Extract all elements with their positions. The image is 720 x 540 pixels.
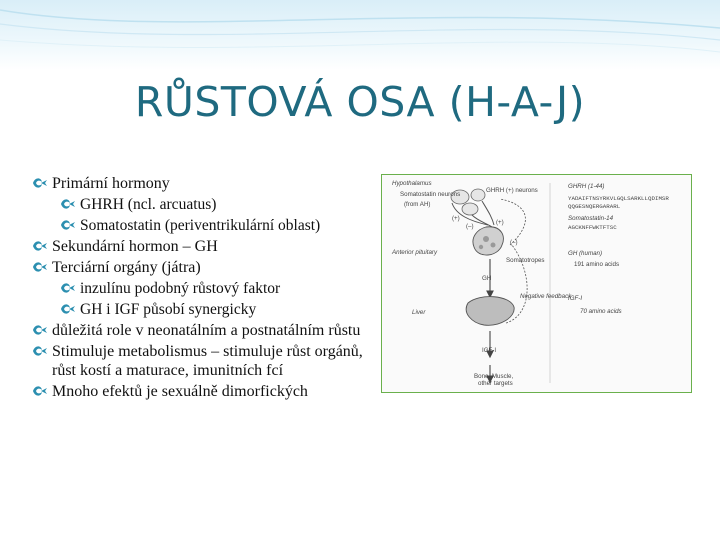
fleuron-bullet-icon [60,218,76,232]
label-minus-2: (–) [510,239,518,246]
fleuron-bullet-icon [32,260,48,274]
liver-icon [466,297,514,326]
label-somatostatin-neurons: Somatostatin neurons [400,191,461,198]
fleuron-bullet-icon [60,197,76,211]
label-bone-muscle: Bone, Muscle, [474,373,514,380]
label-igf1-right: IGF-I [568,295,583,302]
wave-decoration-icon [0,0,720,70]
bullet-item [30,174,375,193]
header-decoration [0,0,720,70]
bullet-item [30,342,375,380]
label-plus-2: (+) [496,219,504,226]
bullet-text: Sekundární hormon – GH [52,238,218,255]
bullet-text: Mnoho efektů je sexuálně dimorfických [52,383,308,400]
bullet-text: důležitá role v neonatálním a postnatálním růstu [52,322,361,339]
fleuron-bullet-icon [32,239,48,253]
bullet-text: Primární hormony [52,175,170,192]
label-somatotropes: Somatotropes [506,257,545,264]
label-ghrh-neurons: GHRH (+) neurons [486,187,538,194]
bullet-text: Stimuluje metabolismus – stimuluje růst orgánů, růst kostí a maturace, imunitních fcí [52,343,363,379]
label-gh: GH [482,275,492,282]
fleuron-bullet-icon [60,302,76,316]
label-igf1: IGF-I [482,347,497,354]
bullet-text: Terciární orgány (játra) [52,259,201,276]
bullet-text: GHRH (ncl. arcuatus) [80,196,217,213]
label-ghrh-sequence-2: QQGESNQERGARARL [568,203,621,210]
label-liver: Liver [412,309,426,316]
bullet-item [30,216,375,235]
pituitary-icon [473,227,504,255]
bullet-item [30,258,375,277]
fleuron-bullet-icon [32,344,48,358]
bullet-item [30,382,375,401]
label-negative-feedback: Negative feedback [520,293,572,300]
bullet-text: inzulínu podobný růstový faktor [80,280,281,297]
label-anterior-pituitary: Anterior pituitary [392,249,438,256]
bullet-item [30,279,375,298]
bullet-list [30,174,375,403]
label-gh-amino-acids: 191 amino acids [574,261,620,268]
label-minus-1: (–) [466,223,474,230]
label-plus-1: (+) [452,215,460,222]
label-hypothalamus: Hypothalamus [392,180,432,187]
label-gh-human: GH (human) [568,250,603,257]
bullet-item [30,300,375,319]
bullet-item [30,195,375,214]
bullet-item [30,321,375,340]
label-other-targets: other targets [478,380,513,387]
label-ghrh-header: GHRH (1-44) [568,183,605,190]
bullet-item [30,237,375,256]
label-somatostatin-14: Somatostatin-14 [568,215,614,222]
label-somatostatin-sequence: AGCKNFFWKTFTSC [568,224,617,231]
fleuron-bullet-icon [32,176,48,190]
fleuron-bullet-icon [32,384,48,398]
fleuron-bullet-icon [32,323,48,337]
gh-axis-figure [381,174,692,393]
bullet-text: GH i IGF působí synergicky [80,301,257,318]
bullet-text: Somatostatin (periventrikulární oblast) [80,217,321,234]
label-ghrh-sequence-1: YADAIFTNSYRKVLGQLSARKLLQDIMSR [568,195,669,202]
label-from-ah: (from AH) [404,201,431,208]
slide-title: RŮSTOVÁ OSA (H-A-J) [134,78,586,126]
fleuron-bullet-icon [60,281,76,295]
label-igf1-amino-acids: 70 amino acids [580,308,622,315]
